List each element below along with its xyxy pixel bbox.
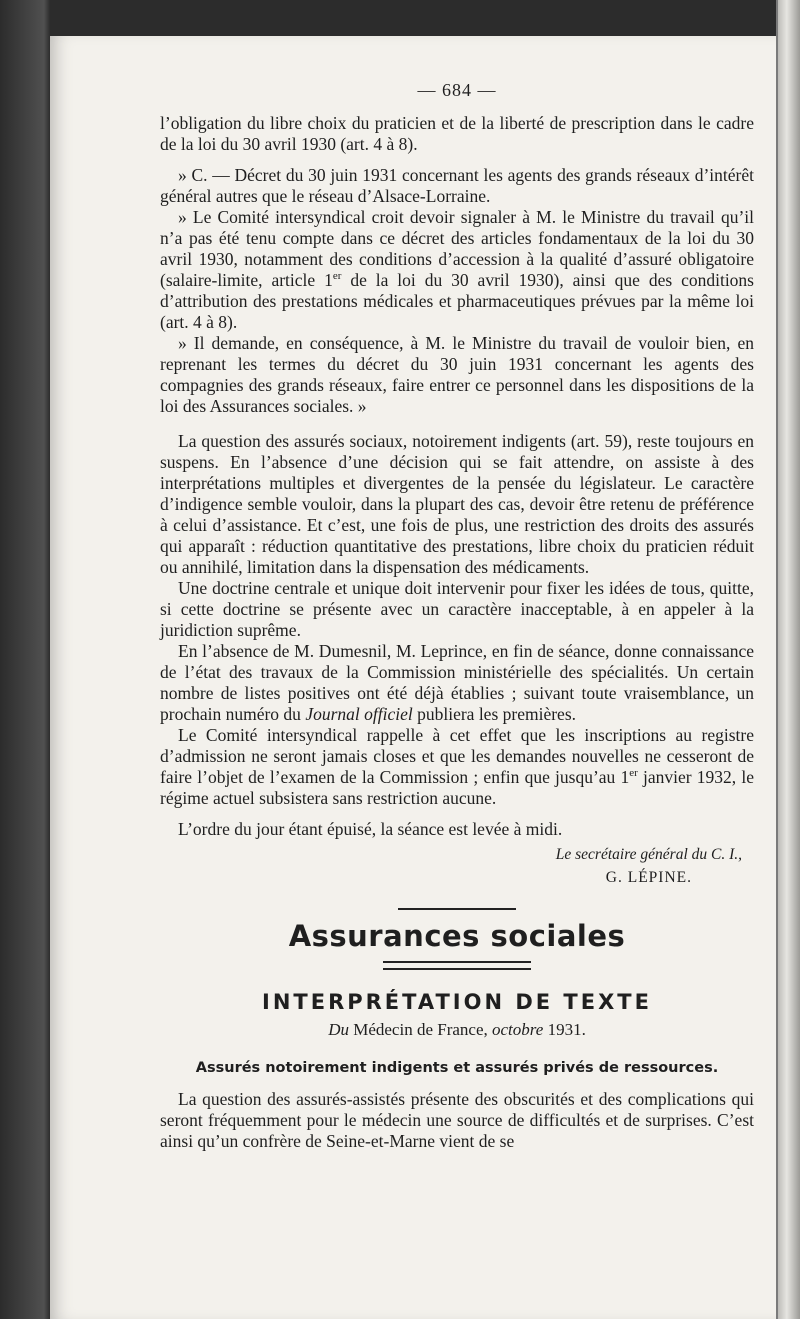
- paragraph-1: l’obligation du libre choix du praticien et de la liberté de prescription dans le cadre de la loi du 30 avril 1930 (art. 4 à 8).: [160, 113, 754, 154]
- paragraph-7: [160, 641, 754, 725]
- signature-role: Le secrétaire général du C. I.,: [555, 846, 742, 863]
- paragraph-7-text: En l’absence de M. Dumesnil, M. Leprince, en fin de séance, donne connaissance de l’état des travaux de la Commission ministérielle des spécialités. Un certain nombre de listes positives ont été déjà établies ; suivant toute vraisemblance, un prochain numéro du: [160, 641, 754, 724]
- ordinal-superscript: er: [332, 270, 342, 283]
- page-number: — 684 —: [417, 80, 497, 100]
- paragraph-8-text-end: janvier 1932, le régime actuel subsistera sans restriction aucune.: [160, 767, 754, 808]
- paragraph-3-text-end: de la loi du 30 avril 1930), ainsi que des conditions d’attribution des prestations médicales et pharmaceutiques prévues par la même loi (art. 4 à 8).: [160, 270, 754, 332]
- article-title: INTERPRÉTATION DE TEXTE: [262, 990, 652, 1014]
- journal-title: Journal officiel: [305, 704, 413, 724]
- section-divider: [398, 908, 516, 910]
- paragraph-3: [160, 207, 754, 333]
- paragraph-7-text-end: publiera les premières.: [412, 704, 577, 724]
- paragraph-3-text: » Le Comité intersyndical croit devoir signaler à M. le Ministre du travail qu’il n’a pas été tenu compte dans ce décret des articles fondamentaux de la loi du 30 avril 1930, notamment des conditions d’accession à la qualité d’assuré obligatoire (salaire-limite, article 1: [160, 207, 754, 290]
- source-prefix: Du: [328, 1020, 349, 1039]
- paragraph-8: [160, 725, 754, 809]
- signature-name: G. LÉPINE.: [605, 869, 692, 886]
- article-subheading: Assurés notoirement indigents et assurés privés de ressources.: [195, 1060, 719, 1076]
- article-source: [160, 1019, 754, 1040]
- paragraph-5: La question des assurés sociaux, notoirement indigents (art. 59), reste toujours en suspens. En l’absence d’une décision qui se fait attendre, on assiste à des interprétations multiples et divergentes de la pensée du législateur. Le caractère d’indigence semble vouloir, dans la plupart des cas, devoir être retenu de préférence à celui d’assistance. Et c’est, une fois de plus, une restriction des droits des assurés qui apparaît : réduction quantitative des prestations, libre choix du praticien réduit ou annihilé, limitation dans la dispensation des médicaments.: [160, 431, 754, 577]
- paragraph-6: Une doctrine centrale et unique doit intervenir pour fixer les idées de tous, quitte, si cette doctrine se présente avec un caractère inacceptable, à en appeler à la juridiction suprême.: [160, 578, 754, 640]
- ordinal-superscript: er: [629, 767, 638, 780]
- paragraph-9: L’ordre du jour étant épuisé, la séance est levée à midi.: [178, 819, 563, 839]
- page-content: [160, 80, 754, 1152]
- paragraph-4: » Il demande, en conséquence, à M. le Ministre du travail de vouloir bien, en reprenant les termes du décret du 30 juin 1931 concernant les agents des compagnies des grands réseaux, faire entrer ce personnel dans les dispositions de la loi des Assurances sociales. »: [160, 333, 754, 416]
- article-body: La question des assurés-assistés présente des obscurités et des complications qui seront fréquemment pour le médecin une source de difficultés et de surprises. C’est ainsi qu’un confrère de Seine-et-Marne vient de se: [160, 1089, 754, 1151]
- source-main: Médecin de France,: [353, 1020, 488, 1039]
- source-year: 1931.: [547, 1020, 586, 1039]
- paragraph-8-text: Le Comité intersyndical rappelle à cet effet que les inscriptions au registre d’admission ne seront jamais closes et que les demandes nouvelles ne cesseront de faire l’objet de l’examen de la Commission ; enfin que jusqu’au 1: [160, 725, 754, 787]
- source-month: octobre: [492, 1020, 544, 1039]
- page-stack-edge: [778, 0, 800, 1319]
- paragraph-2: » C. — Décret du 30 juin 1931 concernant les agents des grands réseaux d’intérêt général autres que le réseau d’Alsace-Lorraine.: [160, 165, 754, 206]
- section-title: Assurances sociales: [288, 919, 626, 953]
- section-double-rule: [383, 961, 531, 970]
